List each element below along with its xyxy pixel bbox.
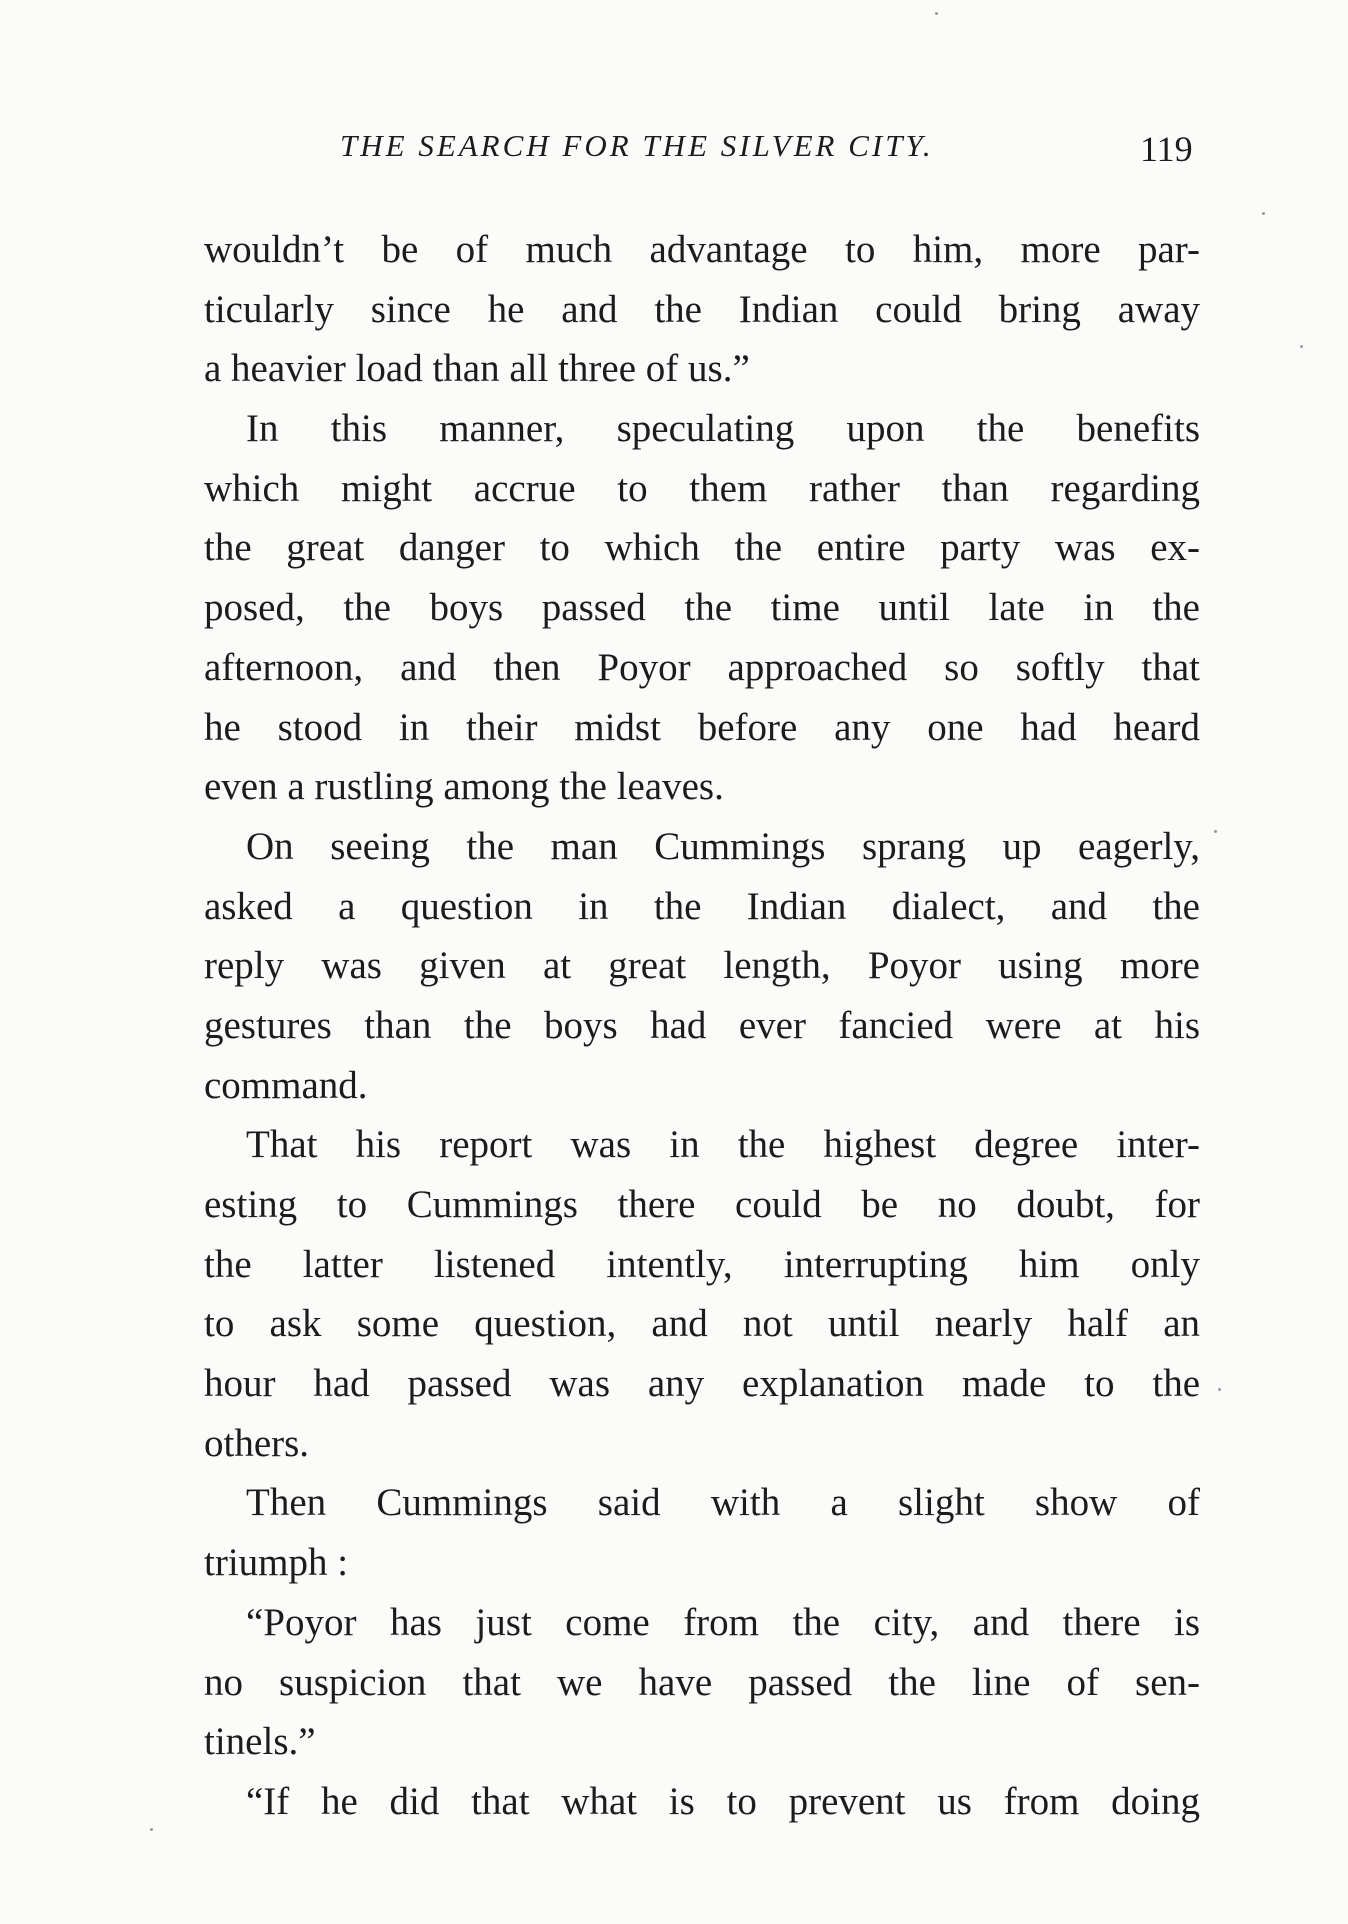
text-line: command.	[204, 1063, 368, 1107]
text-line: wouldn’t be of much advantage to him, more par-	[204, 228, 1200, 271]
text-line: which might accrue to them rather than regarding	[204, 466, 1200, 510]
text-line: Then Cummings said with a slight show of	[246, 1481, 1200, 1525]
text-line: On seeing the man Cummings sprang up eagerly,	[246, 824, 1200, 868]
text-line: That his report was in the highest degree inter-	[246, 1123, 1200, 1167]
text-line: he stood in their midst before any one had heard	[204, 705, 1200, 749]
text-line: others.	[204, 1421, 310, 1465]
scan-speck	[1218, 1388, 1221, 1391]
scan-speck	[1214, 830, 1217, 833]
running-title: THE SEARCH FOR THE SILVER CITY.	[340, 128, 934, 163]
text-line: “Poyor has just come from the city, and there is	[246, 1600, 1200, 1644]
text-line: hour had passed was any explanation made to the	[204, 1362, 1200, 1406]
scan-speck	[1300, 345, 1303, 348]
text-line: “If he did that what is to prevent us from doing	[246, 1779, 1200, 1823]
text-line: asked a question in the Indian dialect, and the	[204, 884, 1200, 928]
page-header	[340, 128, 1220, 188]
text-line: tinels.”	[204, 1720, 316, 1764]
text-line: no suspicion that we have passed the line of sen-	[204, 1660, 1200, 1704]
text-line: esting to Cummings there could be no doubt, for	[204, 1183, 1200, 1226]
body-text	[204, 220, 1200, 1832]
text-line: the latter listened intently, interrupting him only	[204, 1242, 1200, 1286]
text-line: to ask some question, and not until nearly half an	[204, 1302, 1200, 1346]
scan-speck	[935, 12, 938, 15]
text-line: posed, the boys passed the time until late in the	[204, 586, 1200, 630]
scan-speck	[150, 1828, 153, 1831]
scan-speck	[1262, 212, 1265, 215]
text-line: even a rustling among the leaves.	[204, 765, 724, 809]
text-line: the great danger to which the entire party was ex-	[204, 526, 1200, 570]
text-line: afternoon, and then Poyor approached so softly that	[204, 645, 1200, 689]
text-line: reply was given at great length, Poyor using more	[204, 944, 1200, 988]
text-line: gestures than the boys had ever fancied were at his	[204, 1003, 1200, 1047]
text-line: triumph :	[204, 1541, 349, 1585]
text-line: In this manner, speculating upon the benefits	[246, 407, 1200, 451]
page-number: 119	[1140, 129, 1193, 169]
text-line: ticularly since he and the Indian could bring away	[204, 287, 1200, 331]
text-line: a heavier load than all three of us.”	[204, 347, 750, 391]
